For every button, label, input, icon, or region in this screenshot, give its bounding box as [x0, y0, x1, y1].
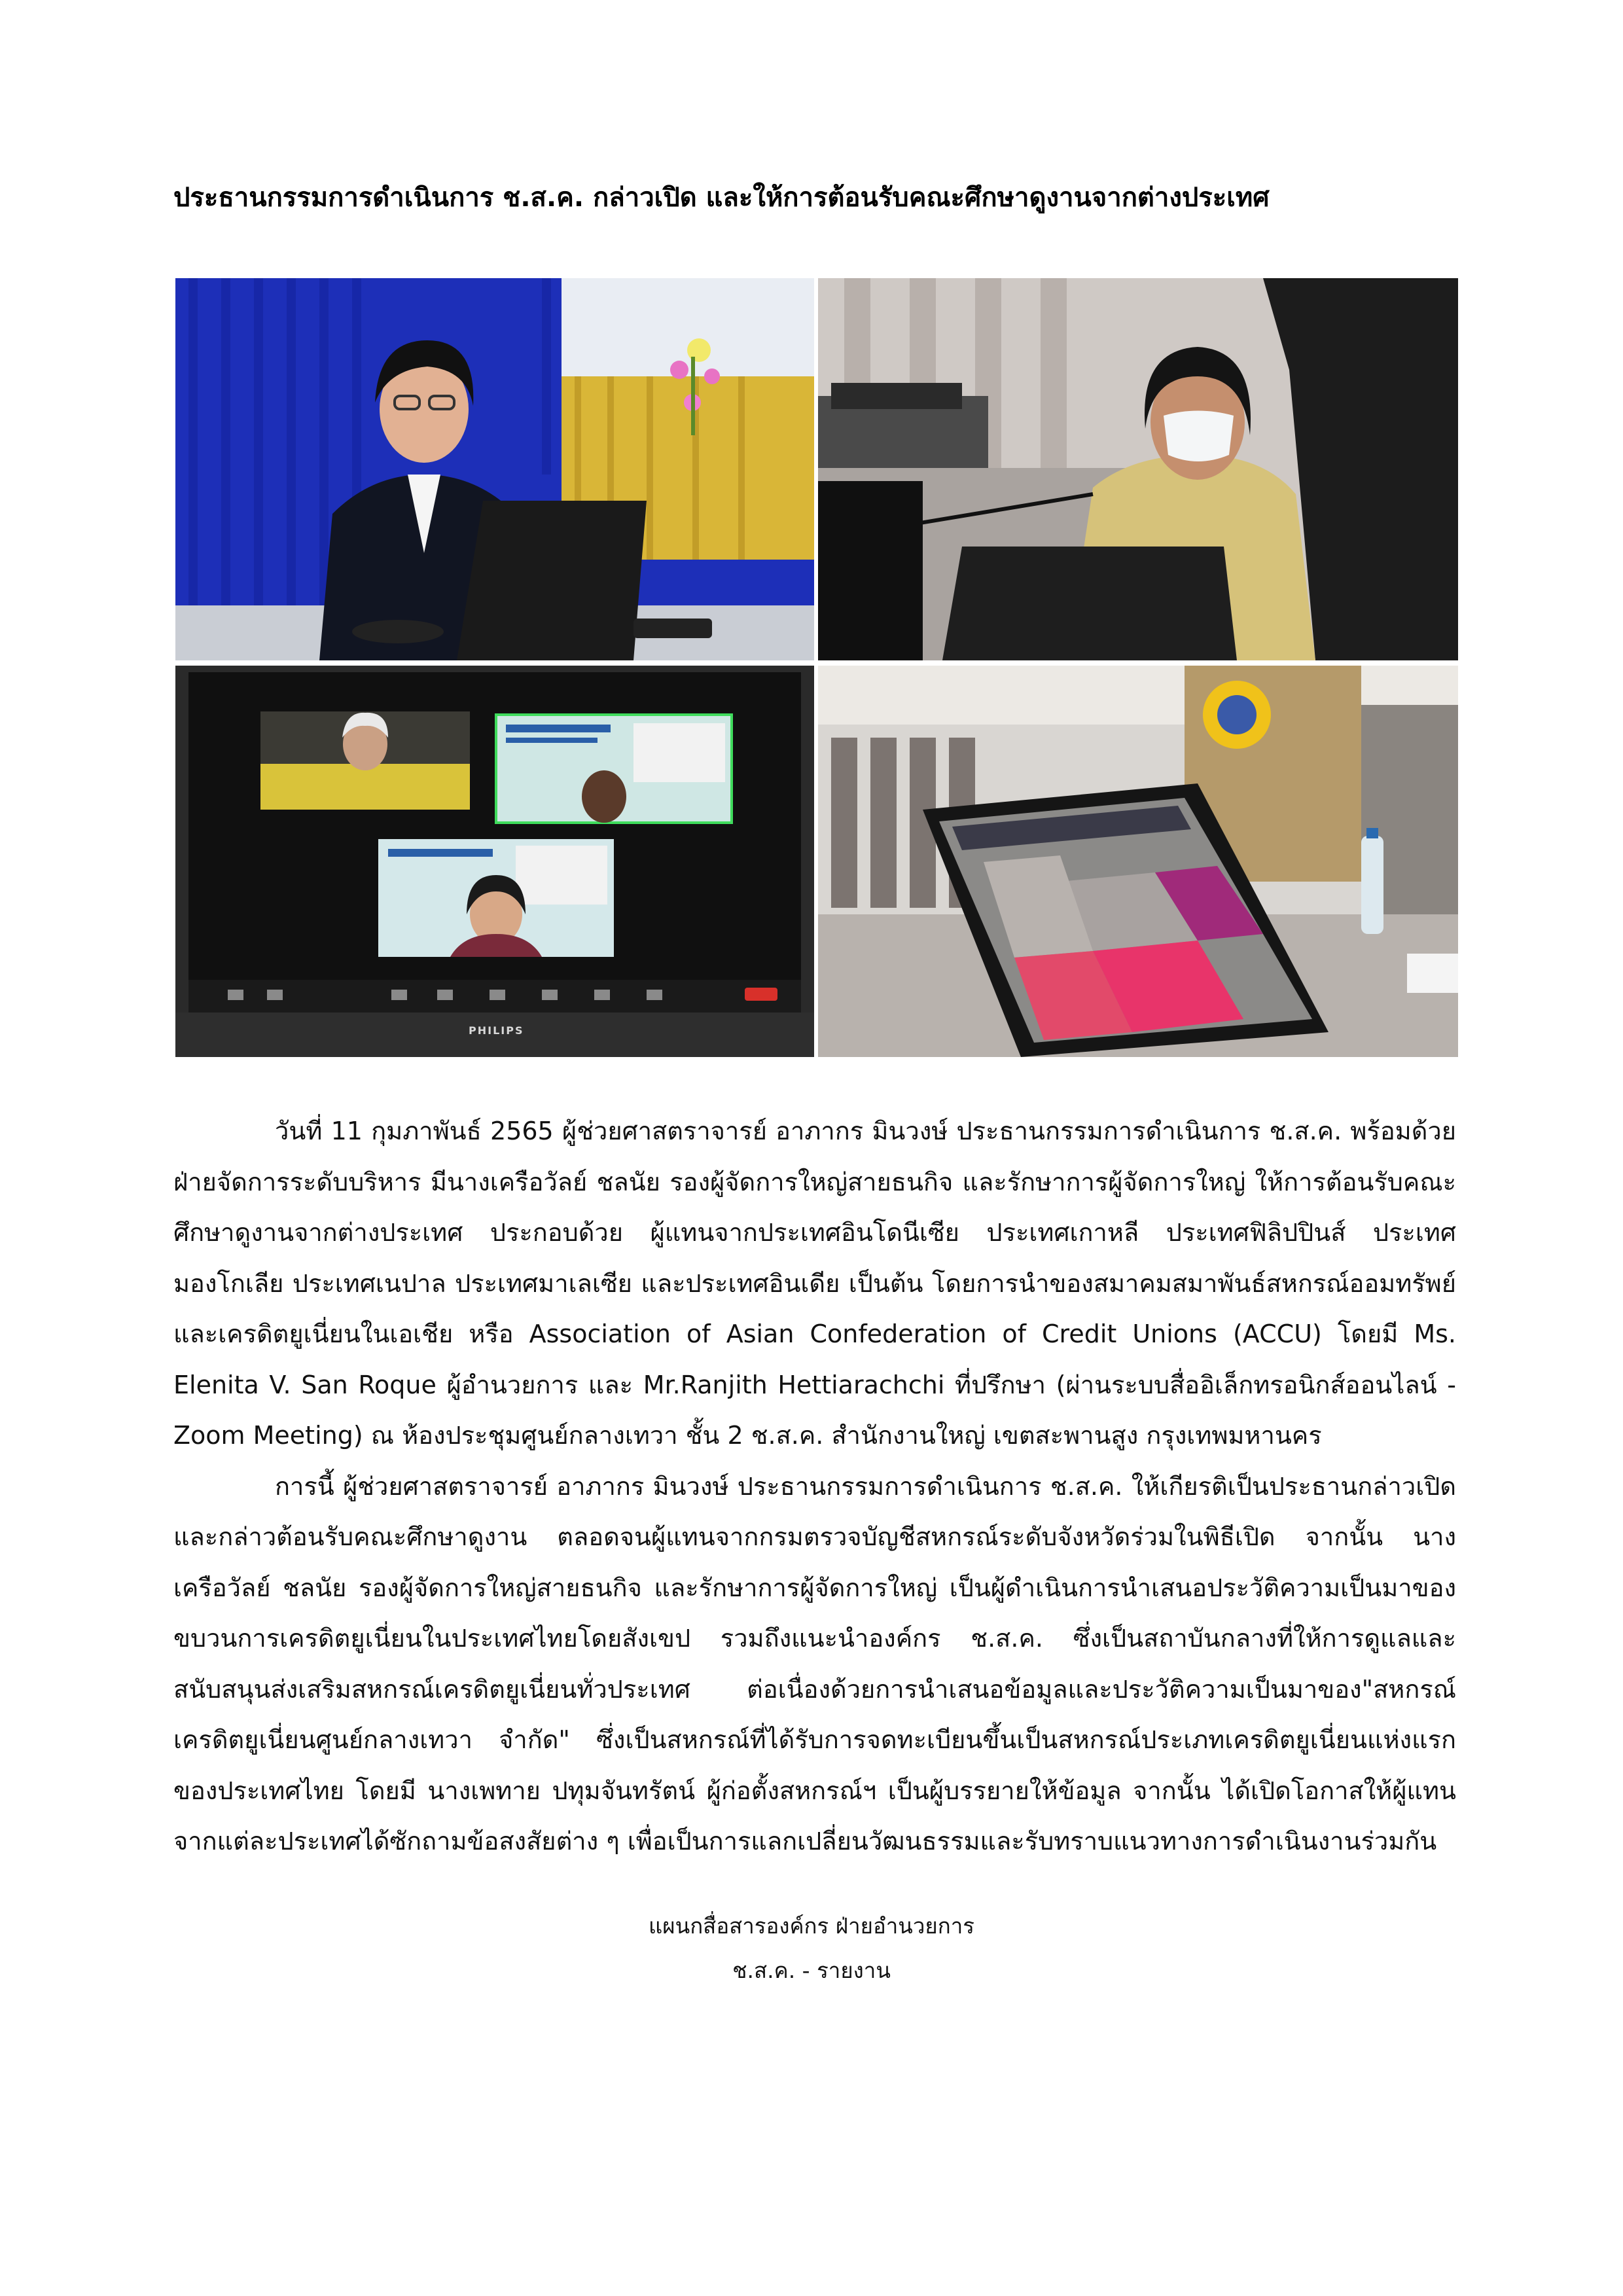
- monitor-brand-label: PHILIPS: [469, 1024, 524, 1037]
- photo-collage: [175, 278, 1458, 1057]
- signature-department: แผนกสื่อสารองค์กร ฝ่ายอำนวยการ: [649, 1913, 974, 1939]
- paragraph-2: การนี้ ผู้ช่วยศาสตราจารย์ อาภากร มินวงษ์ ประธานกรรมการดำเนินการ ช.ส.ค. ให้เกียรติเป็นประธานกล่าวเปิดและกล่าวต้อนรับคณะศึกษาดูงาน ตลอดจนผู้แทนจากกรมตรวจบัญชีสหกรณ์ระดับจังหวัดร่วมในพิธีเปิด จากนั้น นางเครือวัลย์ ชลนัย รองผู้จัดการใหญ่สายธนกิจ และรักษาการผู้จัดการใหญ่ เป็นผู้ดำเนินการนำเสนอประวัติความเป็นมาของขบวนการเครดิตยูเนี่ยนในประเทศไทยโดยสังเขป รวมถึงแนะนำองค์กร ช.ส.ค. ซึ่งเป็นสถาบันกลางที่ให้การดูแลและสนับสนุนส่งเสริมสหกรณ์เครดิตยูเนี่ยนทั่วประเทศ ต่อเนื่องด้วยการนำเสนอข้อมูลและประวัติความเป็นมาของ"สหกรณ์เครดิตยูเนี่ยนศูนย์กลางเทวา จำกัด" ซึ่งเป็นสหกรณ์ที่ได้รับการจดทะเบียนขึ้นเป็นสหกรณ์ประเภทเครดิตยูเนี่ยนแห่งแรกของประเทศไทย โดยมี นางเพทาย ปทุมจันทรัตน์ ผู้ก่อตั้งสหกรณ์ฯ เป็นผู้บรรยายให้ข้อมูล จากนั้น ได้เปิดโอกาสให้ผู้แทนจากแต่ละประเทศได้ซักถามข้อสงสัยต่าง ๆ เพื่อเป็นการแลกเปลี่ยนวัฒนธรรมและรับทราบแนวทางการดำเนินงานร่วมกัน: [173, 1471, 1456, 1856]
- photo-zoom-image: [175, 666, 814, 1057]
- article-body: [173, 1106, 1456, 1867]
- photo-official-image: [818, 278, 1458, 660]
- photo-zoom-meeting-monitor: [175, 666, 814, 1057]
- photo-presentation-image: [818, 666, 1458, 1057]
- paragraph-1: วันที่ 11 กุมภาพันธ์ 2565 ผู้ช่วยศาสตราจารย์ อาภากร มินวงษ์ ประธานกรรมการดำเนินการ ช.ส.ค. พร้อมด้วยฝ่ายจัดการระดับบริหาร มีนางเครือวัลย์ ชลนัย รองผู้จัดการใหญ่สายธนกิจ และรักษาการผู้จัดการใหญ่ ให้การต้อนรับคณะศึกษาดูงานจากต่างประเทศ ประกอบด้วย ผู้แทนจากประเทศอินโดนีเซีย ประเทศเกาหลี ประเทศฟิลิปปินส์ ประเทศมองโกเลีย ประเทศเนปาล ประเทศมาเลเซีย และประเทศอินเดีย เป็นต้น โดยการนำของสมาคมสมาพันธ์สหกรณ์ออมทรัพย์และเครดิตยูเนี่ยนในเอเชีย หรือ Association of Asian Confederation of Credit Unions (ACCU) โดยมี Ms. Elenita V. San Roque ผู้อำนวยการ และ Mr.Ranjith Hettiarachchi ที่ปรึกษา (ผ่านระบบสื่ออิเล็กทรอนิกส์ออนไลน์ - Zoom Meeting) ณ ห้องประชุมศูนย์กลางเทวา ชั้น 2 ช.ส.ค. สำนักงานใหญ่ เขตสะพานสูง กรุงเทพมหานคร: [173, 1117, 1456, 1450]
- page-title: ประธานกรรมการดำเนินการ ช.ส.ค. กล่าวเปิด และให้การต้อนรับคณะศึกษาดูงานจากต่างประเทศ: [173, 183, 1270, 213]
- photo-chairperson-image: [175, 278, 814, 660]
- photo-official-with-mask: [818, 278, 1458, 660]
- photo-chairperson-speaking: [175, 278, 814, 660]
- signature-report: ช.ส.ค. - รายงาน: [732, 1958, 891, 1983]
- photo-presentation-screen: [818, 666, 1458, 1057]
